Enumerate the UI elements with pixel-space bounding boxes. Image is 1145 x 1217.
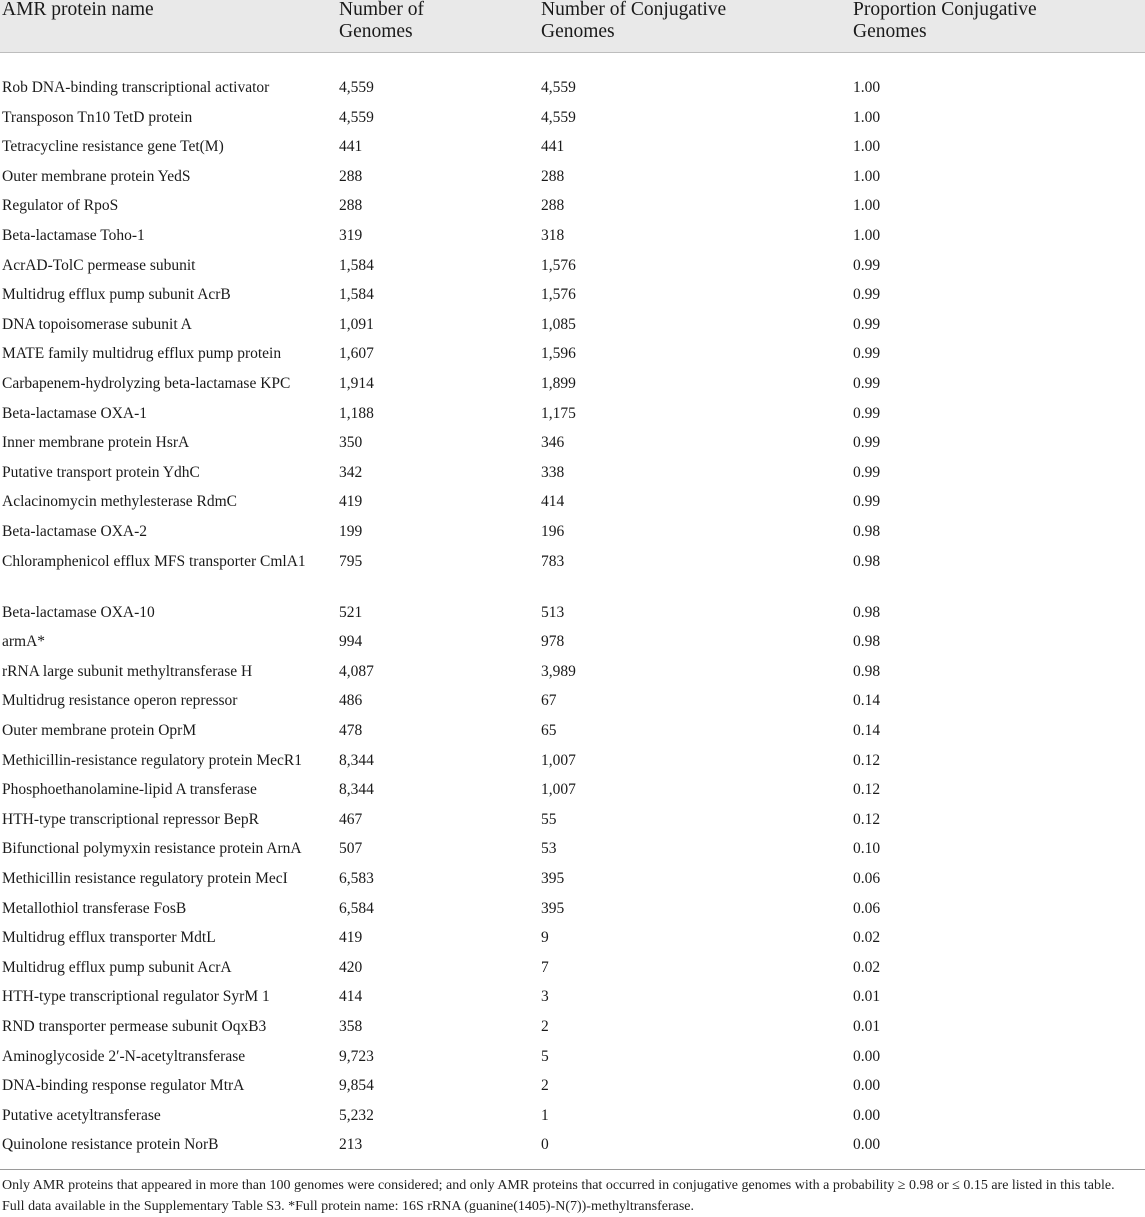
genomes-cell: 8,344 (339, 781, 374, 799)
conjugative-genomes-cell: 414 (541, 493, 565, 511)
conjugative-genomes-cell: 346 (541, 434, 565, 452)
genomes-cell: 342 (339, 463, 363, 481)
header-protein-name (2, 0, 154, 21)
conjugative-genomes-cell: 395 (541, 870, 565, 887)
conjugative-genomes-cell: 1,085 (541, 315, 576, 333)
proportion-cell: 0.98 (853, 662, 881, 680)
protein-name-cell: Chloramphenicol efflux MFS transporter CmlA1 (2, 552, 306, 570)
protein-name-cell: HTH-type transcriptional regulator SyrM 1 (2, 988, 270, 1006)
genomes-cell: 9,723 (339, 1047, 374, 1065)
proportion-cell: 0.00 (853, 1077, 881, 1095)
protein-name-cell: Putative transport protein YdhC (2, 463, 200, 481)
proportion-cell: 0.98 (853, 552, 881, 570)
header-text: Genomes (541, 21, 615, 42)
proportion-cell: 0.12 (853, 810, 881, 828)
genomes-cell: 319 (339, 227, 363, 244)
genomes-cell: 6,583 (339, 870, 374, 887)
genomes-cell: 994 (339, 633, 363, 651)
proportion-cell: 0.99 (853, 315, 881, 333)
protein-name-cell: RND transporter permease subunit OqxB3 (2, 1018, 267, 1035)
conjugative-genomes-cell: 1,596 (541, 345, 576, 363)
proportion-cell: 0.06 (853, 899, 881, 917)
conjugative-genomes-cell: 9 (541, 929, 549, 947)
genomes-cell: 288 (339, 197, 363, 215)
proportion-cell: 1.00 (853, 79, 881, 96)
conjugative-genomes-cell: 67 (541, 692, 557, 710)
proportion-cell: 0.10 (853, 840, 881, 858)
protein-name-cell: Multidrug efflux pump subunit AcrB (2, 286, 231, 304)
proportion-cell: 0.00 (853, 1047, 881, 1065)
genomes-cell: 486 (339, 692, 363, 710)
genomes-cell: 414 (339, 988, 363, 1006)
header-text: Genomes (339, 21, 413, 42)
protein-name-cell: Quinolone resistance protein NorB (2, 1136, 219, 1154)
conjugative-genomes-cell: 1,576 (541, 286, 576, 304)
protein-name-cell: MATE family multidrug efflux pump protein (2, 345, 282, 363)
proportion-cell: 0.14 (853, 692, 881, 710)
proportion-cell: 0.06 (853, 870, 881, 887)
protein-name-cell: Multidrug efflux pump subunit AcrA (2, 958, 232, 976)
genomes-cell: 1,584 (339, 256, 374, 274)
header-text: Proportion Conjugative (853, 0, 1037, 20)
genomes-cell: 358 (339, 1018, 363, 1035)
genomes-cell: 4,559 (339, 108, 374, 126)
proportion-cell: 0.00 (853, 1106, 881, 1124)
protein-name-cell: Phosphoethanolamine-lipid A transferase (2, 781, 257, 799)
genomes-cell: 795 (339, 552, 363, 570)
protein-name-cell: Beta-lactamase OXA-1 (2, 404, 148, 422)
genomes-cell: 199 (339, 523, 363, 540)
genomes-cell: 1,091 (339, 315, 374, 333)
conjugative-genomes-cell: 1 (541, 1106, 549, 1124)
proportion-cell: 0.12 (853, 751, 881, 769)
protein-name-cell: Beta-lactamase OXA-2 (2, 523, 148, 540)
conjugative-genomes-cell: 65 (541, 722, 557, 739)
protein-name-cell: DNA-binding response regulator MtrA (2, 1077, 245, 1095)
proportion-cell: 0.01 (853, 1018, 881, 1035)
conjugative-genomes-cell: 2 (541, 1018, 549, 1035)
proportion-cell: 0.99 (853, 404, 881, 422)
header-text: AMR protein name (2, 0, 154, 20)
protein-name-cell: Aclacinomycin methylesterase RdmC (2, 493, 238, 511)
protein-name-cell: Regulator of RpoS (2, 197, 119, 215)
genomes-cell: 9,854 (339, 1077, 374, 1095)
header-text: Genomes (853, 21, 927, 42)
proportion-cell: 0.99 (853, 345, 881, 363)
conjugative-genomes-cell: 288 (541, 197, 565, 215)
proportion-cell: 1.00 (853, 108, 881, 126)
genomes-cell: 6,584 (339, 899, 374, 917)
proportion-cell: 0.99 (853, 463, 881, 481)
protein-name-cell: Multidrug efflux transporter MdtL (2, 929, 216, 947)
proportion-cell: 0.12 (853, 781, 881, 799)
conjugative-genomes-cell: 5 (541, 1047, 549, 1065)
conjugative-genomes-cell: 55 (541, 810, 557, 828)
protein-name-cell: Beta-lactamase Toho-1 (2, 227, 145, 244)
header-number-conjugative (541, 0, 726, 43)
genomes-cell: 1,584 (339, 286, 374, 304)
proportion-cell: 0.99 (853, 286, 881, 304)
genomes-cell: 350 (339, 434, 363, 452)
conjugative-genomes-cell: 395 (541, 899, 565, 917)
genomes-cell: 4,087 (339, 662, 374, 680)
genomes-cell: 213 (339, 1136, 363, 1154)
conjugative-genomes-cell: 1,007 (541, 751, 576, 769)
proportion-cell: 0.01 (853, 988, 881, 1006)
conjugative-genomes-cell: 1,175 (541, 404, 576, 422)
protein-name-cell: Carbapenem-hydrolyzing beta-lactamase KPC (2, 375, 291, 392)
proportion-cell: 0.99 (853, 375, 881, 392)
conjugative-genomes-cell: 53 (541, 840, 557, 858)
conjugative-genomes-cell: 318 (541, 227, 565, 244)
proportion-cell: 0.99 (853, 434, 881, 452)
genomes-cell: 5,232 (339, 1106, 374, 1124)
conjugative-genomes-cell: 4,559 (541, 79, 576, 96)
protein-name-cell: Aminoglycoside 2′-N-acetyltransferase (2, 1047, 246, 1065)
genomes-cell: 507 (339, 840, 363, 858)
protein-name-cell: Bifunctional polymyxin resistance protein ArnA (2, 840, 302, 858)
conjugative-genomes-cell: 338 (541, 463, 565, 481)
proportion-cell: 0.98 (853, 523, 881, 540)
header-proportion-conjugative (853, 0, 1037, 43)
genomes-cell: 1,914 (339, 375, 374, 392)
protein-name-cell: rRNA large subunit methyltransferase H (2, 662, 253, 680)
proportion-cell: 0.14 (853, 722, 881, 739)
genomes-cell: 521 (339, 603, 363, 621)
proportion-cell: 0.02 (853, 958, 881, 976)
proportion-cell: 1.00 (853, 138, 881, 156)
genomes-cell: 4,559 (339, 79, 374, 96)
header-number-genomes (339, 0, 424, 43)
conjugative-genomes-cell: 978 (541, 633, 565, 651)
protein-name-cell: Methicillin resistance regulatory protein MecI (2, 870, 288, 887)
header-text: Number of (339, 0, 425, 20)
protein-name-cell: AcrAD-TolC permease subunit (2, 256, 196, 274)
protein-name-cell: Transposon Tn10 TetD protein (2, 108, 193, 126)
proportion-cell: 0.98 (853, 603, 881, 621)
table-footnote: Only AMR proteins that appeared in more than 100 genomes were considered; and only AMR proteins that occurred in conjugative genomes with a probability ≥ 0.98 or ≤ 0.15 are listed in this table. Full data available in the Supplementary Table S3. *Full protein name: 16S rRNA (guanine(1405)-N(7))-methyltransferase. (2, 1178, 1115, 1214)
protein-name-cell: Rob DNA-binding transcriptional activator (2, 79, 270, 96)
genomes-cell: 1,607 (339, 345, 374, 363)
genomes-cell: 420 (339, 958, 363, 976)
protein-name-cell: Beta-lactamase OXA-10 (2, 603, 155, 621)
conjugative-genomes-cell: 1,899 (541, 375, 576, 392)
genomes-cell: 419 (339, 929, 363, 947)
proportion-cell: 0.98 (853, 633, 881, 651)
conjugative-genomes-cell: 2 (541, 1077, 549, 1095)
genomes-cell: 467 (339, 810, 363, 828)
genomes-cell: 478 (339, 722, 363, 739)
conjugative-genomes-cell: 288 (541, 167, 565, 185)
table-header (0, 0, 1145, 53)
conjugative-genomes-cell: 0 (541, 1136, 549, 1154)
proportion-cell: 1.00 (853, 167, 881, 185)
proportion-cell: 0.00 (853, 1136, 881, 1154)
conjugative-genomes-cell: 196 (541, 523, 565, 540)
conjugative-genomes-cell: 513 (541, 603, 565, 621)
genomes-cell: 441 (339, 138, 363, 156)
protein-name-cell: Inner membrane protein HsrA (2, 434, 190, 452)
protein-name-cell: Outer membrane protein OprM (2, 722, 197, 739)
proportion-cell: 1.00 (853, 197, 881, 215)
conjugative-genomes-cell: 7 (541, 958, 549, 976)
conjugative-genomes-cell: 783 (541, 552, 565, 570)
protein-name-cell: Methicillin-resistance regulatory protein MecR1 (2, 751, 303, 769)
conjugative-genomes-cell: 441 (541, 138, 565, 156)
conjugative-genomes-cell: 4,559 (541, 108, 576, 126)
conjugative-genomes-cell: 1,576 (541, 256, 576, 274)
table-footer-rule (0, 1169, 1145, 1170)
protein-name-cell: DNA topoisomerase subunit A (2, 315, 192, 333)
genomes-cell: 419 (339, 493, 363, 511)
header-text: Number of Conjugative (541, 0, 727, 20)
protein-name-cell: Outer membrane protein YedS (2, 167, 191, 185)
genomes-cell: 288 (339, 167, 363, 185)
proportion-cell: 0.02 (853, 929, 881, 947)
conjugative-genomes-cell: 3,989 (541, 662, 576, 680)
protein-name-cell: Metallothiol transferase FosB (2, 899, 187, 917)
protein-name-cell: Multidrug resistance operon repressor (2, 692, 238, 710)
protein-name-cell: armA* (2, 633, 46, 651)
genomes-cell: 1,188 (339, 404, 374, 422)
conjugative-genomes-cell: 3 (541, 988, 549, 1006)
genomes-cell: 8,344 (339, 751, 374, 769)
protein-name-cell: Putative acetyltransferase (2, 1106, 161, 1124)
proportion-cell: 0.99 (853, 256, 881, 274)
protein-name-cell: HTH-type transcriptional repressor BepR (2, 810, 259, 828)
protein-name-cell: Tetracycline resistance gene Tet(M) (2, 138, 224, 156)
conjugative-genomes-cell: 1,007 (541, 781, 576, 799)
proportion-cell: 1.00 (853, 227, 881, 244)
proportion-cell: 0.99 (853, 493, 881, 511)
